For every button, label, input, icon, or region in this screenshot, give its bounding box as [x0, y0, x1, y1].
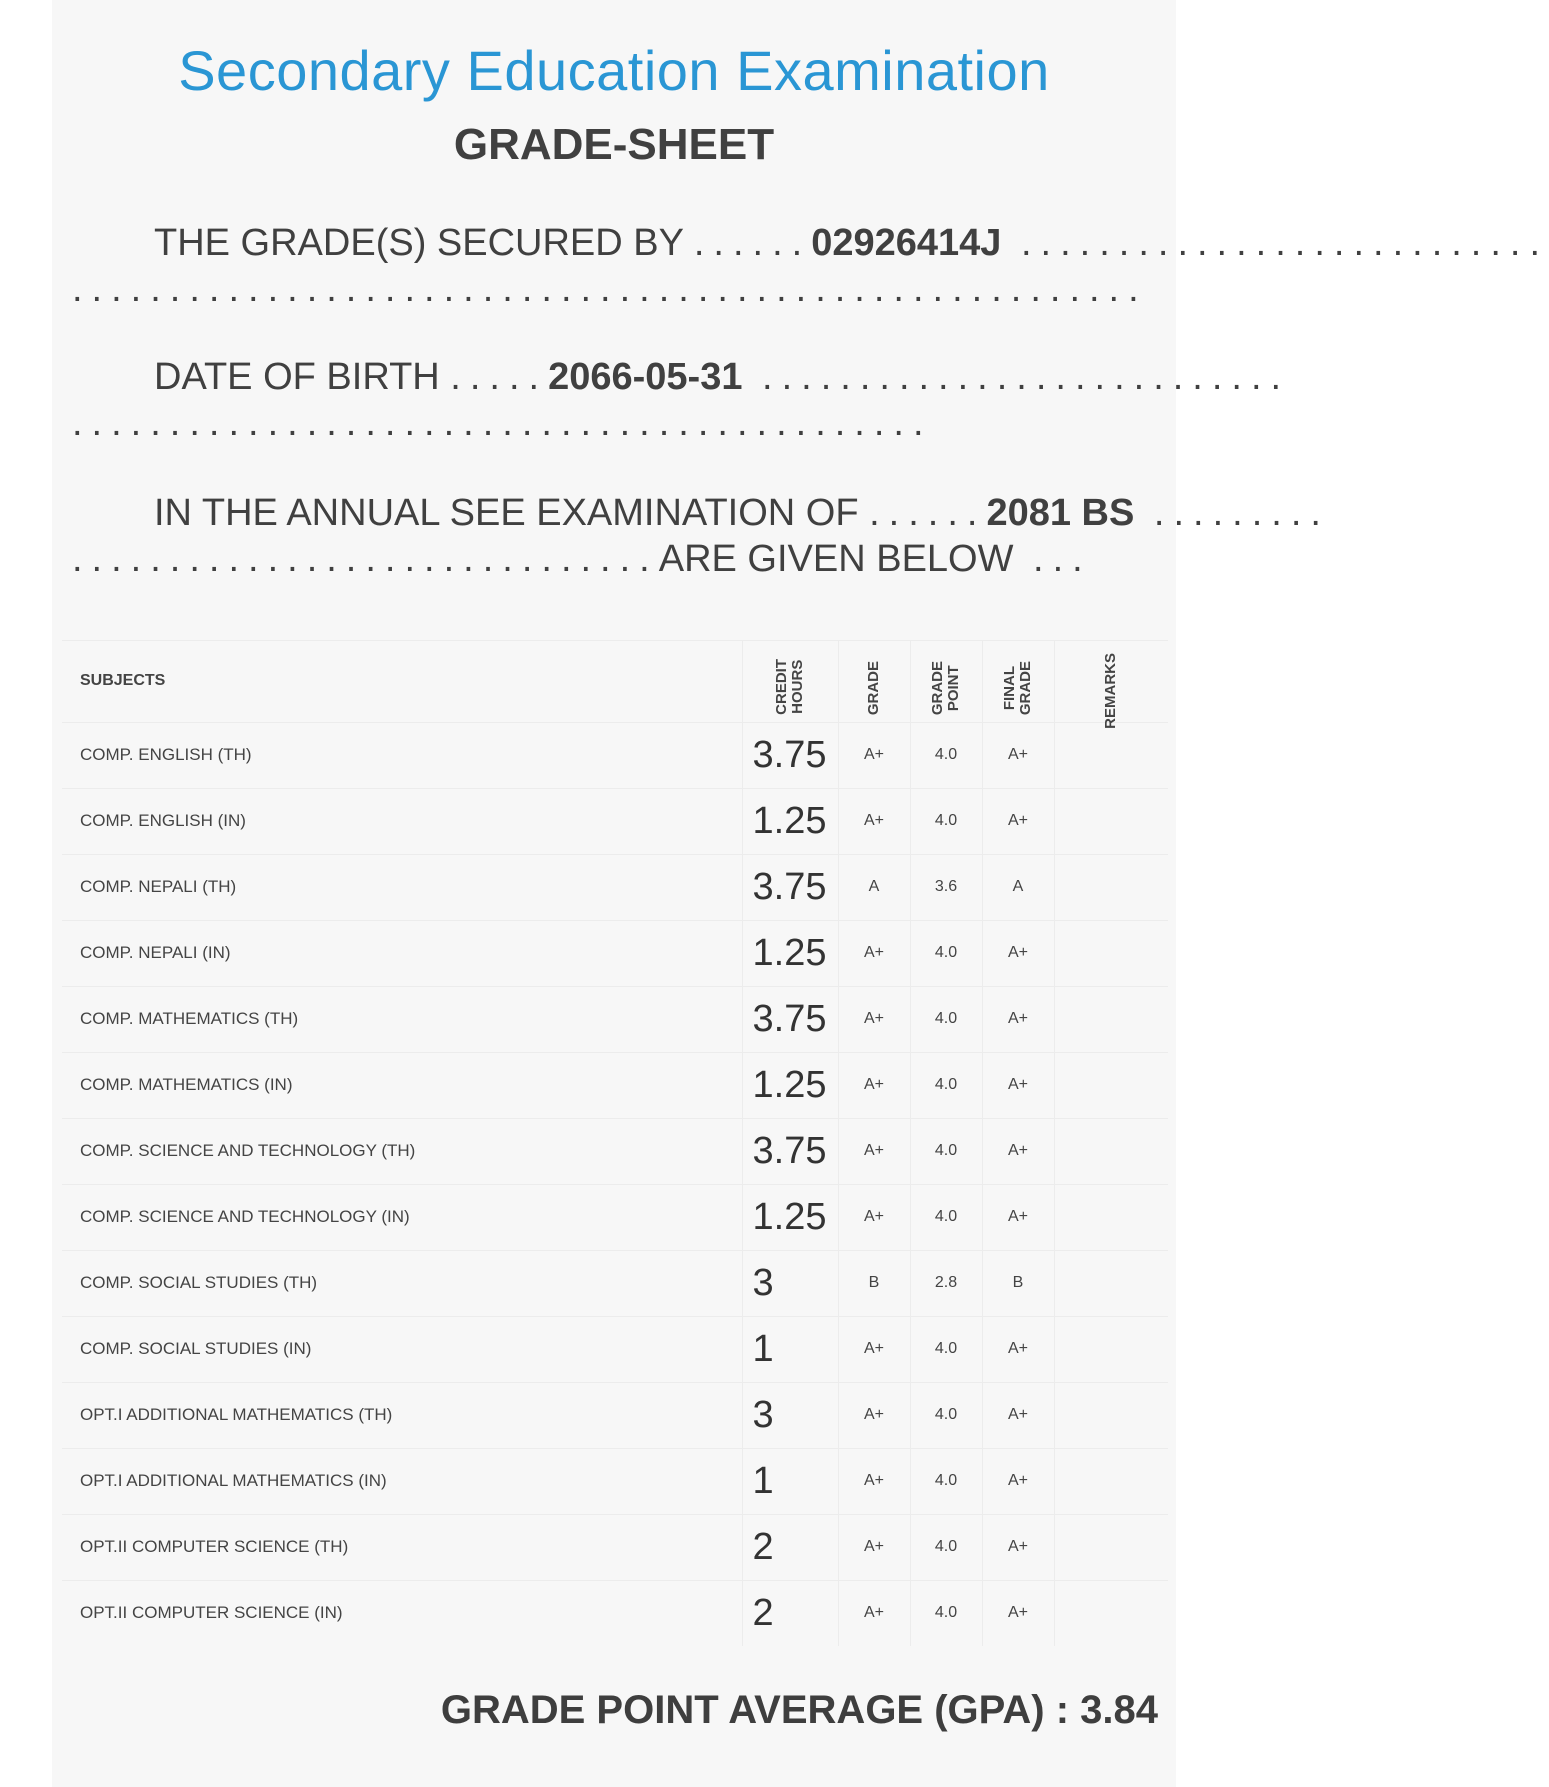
given-below-line: [72, 538, 1162, 581]
page-title: Secondary Education Examination: [178, 39, 1050, 102]
remarks-cell: [1054, 1118, 1168, 1184]
dots: .........: [1134, 492, 1330, 534]
grade-cell: A: [838, 854, 910, 920]
page-subtitle: GRADE-SHEET: [453, 120, 775, 169]
final-grade-cell: B: [982, 1250, 1054, 1316]
subject-cell: COMP. SCIENCE AND TECHNOLOGY (TH): [62, 1118, 742, 1184]
final-grade-cell: A+: [982, 1448, 1054, 1514]
remarks-cell: [1054, 1448, 1168, 1514]
grade-cell: A+: [838, 1382, 910, 1448]
grade-cell: A+: [838, 722, 910, 788]
dots: ......: [869, 492, 987, 534]
grade-cell: A+: [838, 1448, 910, 1514]
table-header-row: [62, 641, 1168, 723]
dots: ...........................: [742, 356, 1291, 398]
grade-point-cell: 4.0: [910, 1184, 982, 1250]
subject-cell: COMP. MATHEMATICS (IN): [62, 1052, 742, 1118]
credit-hours-cell: 1.25: [742, 920, 838, 986]
remarks-cell: [1054, 986, 1168, 1052]
subject-cell: COMP. SCIENCE AND TECHNOLOGY (IN): [62, 1184, 742, 1250]
grade-point-cell: 4.0: [910, 1052, 982, 1118]
remarks-cell: [1054, 1316, 1168, 1382]
grade-point-cell: 4.0: [910, 1580, 982, 1646]
grades-table-body: [62, 722, 1168, 1646]
final-grade-cell: A+: [982, 1514, 1054, 1580]
secured-by-label: THE GRADE(S) SECURED BY: [154, 222, 684, 264]
table-row: [62, 1580, 1168, 1646]
remarks-cell: [1054, 1250, 1168, 1316]
grade-cell: A+: [838, 1052, 910, 1118]
table-row: [62, 1316, 1168, 1382]
remarks-cell: [1054, 788, 1168, 854]
credit-hours-cell: 3.75: [742, 986, 838, 1052]
table-row: [62, 1184, 1168, 1250]
subject-cell: OPT.I ADDITIONAL MATHEMATICS (IN): [62, 1448, 742, 1514]
subject-cell: COMP. NEPALI (TH): [62, 854, 742, 920]
credit-hours-cell: 3.75: [742, 722, 838, 788]
credit-hours-cell: 3: [742, 1250, 838, 1316]
grade-cell: A+: [838, 986, 910, 1052]
final-grade-header: FINAL GRADE: [982, 641, 1054, 723]
remarks-header: REMARKS: [1054, 641, 1168, 723]
credit-hours-cell: 1: [742, 1316, 838, 1382]
final-grade-cell: A+: [982, 1316, 1054, 1382]
credit-hours-cell: 2: [742, 1514, 838, 1580]
final-grade-cell: A+: [982, 1118, 1054, 1184]
grades-table: [62, 640, 1168, 1646]
credit-hours-cell: 1.25: [742, 788, 838, 854]
table-row: [62, 1250, 1168, 1316]
credit-hours-cell: 1.25: [742, 1052, 838, 1118]
dob-label: DATE OF BIRTH: [154, 356, 440, 398]
symbol-number: 02926414J: [811, 222, 1002, 264]
dotted-line: [72, 402, 1162, 445]
remarks-cell: [1054, 722, 1168, 788]
final-grade-cell: A: [982, 854, 1054, 920]
dots: .....: [450, 356, 549, 398]
grade-cell: A+: [838, 788, 910, 854]
table-row: [62, 920, 1168, 986]
dob-value: 2066-05-31: [548, 356, 743, 398]
subject-cell: COMP. ENGLISH (TH): [62, 722, 742, 788]
remarks-cell: [1054, 1580, 1168, 1646]
final-grade-cell: A+: [982, 986, 1054, 1052]
exam-line: [72, 492, 1330, 535]
final-grade-cell: A+: [982, 788, 1054, 854]
grade-sheet-card: [52, 0, 1549, 1787]
table-row: [62, 1448, 1168, 1514]
final-grade-cell: A+: [982, 920, 1054, 986]
gpa-value: 3.84: [1080, 1688, 1158, 1732]
dots: ...........................: [1001, 222, 1549, 264]
dots: ...: [1013, 538, 1092, 580]
credit-hours-cell: 2: [742, 1580, 838, 1646]
grade-cell: B: [838, 1250, 910, 1316]
grade-point-cell: 2.8: [910, 1250, 982, 1316]
dob-line: [72, 356, 1291, 399]
grade-point-cell: 4.0: [910, 920, 982, 986]
final-grade-cell: A+: [982, 722, 1054, 788]
dots: ............................................: [72, 402, 933, 444]
grade-cell: A+: [838, 1184, 910, 1250]
final-grade-cell: A+: [982, 1382, 1054, 1448]
grade-point-cell: 4.0: [910, 1448, 982, 1514]
grade-cell: A+: [838, 1316, 910, 1382]
dotted-line: [72, 268, 1162, 311]
table-row: [62, 1514, 1168, 1580]
grade-point-cell: 4.0: [910, 1514, 982, 1580]
grade-point-cell: 4.0: [910, 986, 982, 1052]
grade-cell: A+: [838, 920, 910, 986]
credit-hours-cell: 1.25: [742, 1184, 838, 1250]
grade-cell: A+: [838, 1514, 910, 1580]
dots: ..............................: [72, 538, 659, 580]
grade-point-header: GRADE POINT: [910, 641, 982, 723]
dots: .......................................................: [72, 268, 1148, 310]
table-row: [62, 1052, 1168, 1118]
table-row: [62, 986, 1168, 1052]
gpa-label: GRADE POINT AVERAGE (GPA) :: [440, 1688, 1070, 1732]
subject-cell: OPT.I ADDITIONAL MATHEMATICS (TH): [62, 1382, 742, 1448]
subject-cell: OPT.II COMPUTER SCIENCE (IN): [62, 1580, 742, 1646]
credit-hours-header: CREDIT HOURS: [742, 641, 838, 723]
given-below-text: ARE GIVEN BELOW: [658, 538, 1014, 580]
subject-cell: COMP. SOCIAL STUDIES (TH): [62, 1250, 742, 1316]
grade-point-cell: 4.0: [910, 722, 982, 788]
grade-point-cell: 3.6: [910, 854, 982, 920]
subject-cell: OPT.II COMPUTER SCIENCE (TH): [62, 1514, 742, 1580]
secured-by-line: [72, 222, 1549, 265]
remarks-cell: [1054, 854, 1168, 920]
remarks-cell: [1054, 1184, 1168, 1250]
table-row: [62, 788, 1168, 854]
grade-point-cell: 4.0: [910, 1316, 982, 1382]
table-row: [62, 1118, 1168, 1184]
gpa-line: [441, 1688, 1158, 1733]
table-row: [62, 722, 1168, 788]
dots: ......: [693, 222, 812, 264]
subject-cell: COMP. MATHEMATICS (TH): [62, 986, 742, 1052]
exam-label: IN THE ANNUAL SEE EXAMINATION OF: [154, 492, 859, 534]
remarks-cell: [1054, 1514, 1168, 1580]
final-grade-cell: A+: [982, 1580, 1054, 1646]
grade-point-cell: 4.0: [910, 1382, 982, 1448]
final-grade-cell: A+: [982, 1184, 1054, 1250]
exam-year: 2081 BS: [986, 492, 1135, 534]
credit-hours-cell: 1: [742, 1448, 838, 1514]
subject-cell: COMP. ENGLISH (IN): [62, 788, 742, 854]
grade-cell: A+: [838, 1118, 910, 1184]
subject-cell: COMP. SOCIAL STUDIES (IN): [62, 1316, 742, 1382]
grade-point-cell: 4.0: [910, 788, 982, 854]
grade-point-cell: 4.0: [910, 1118, 982, 1184]
subjects-header: SUBJECTS: [62, 641, 742, 723]
subject-cell: COMP. NEPALI (IN): [62, 920, 742, 986]
credit-hours-cell: 3: [742, 1382, 838, 1448]
credit-hours-cell: 3.75: [742, 1118, 838, 1184]
remarks-cell: [1054, 1382, 1168, 1448]
table-row: [62, 854, 1168, 920]
credit-hours-cell: 3.75: [742, 854, 838, 920]
table-row: [62, 1382, 1168, 1448]
final-grade-cell: A+: [982, 1052, 1054, 1118]
remarks-cell: [1054, 1052, 1168, 1118]
remarks-cell: [1054, 920, 1168, 986]
grade-cell: A+: [838, 1580, 910, 1646]
grade-header: GRADE: [838, 641, 910, 723]
